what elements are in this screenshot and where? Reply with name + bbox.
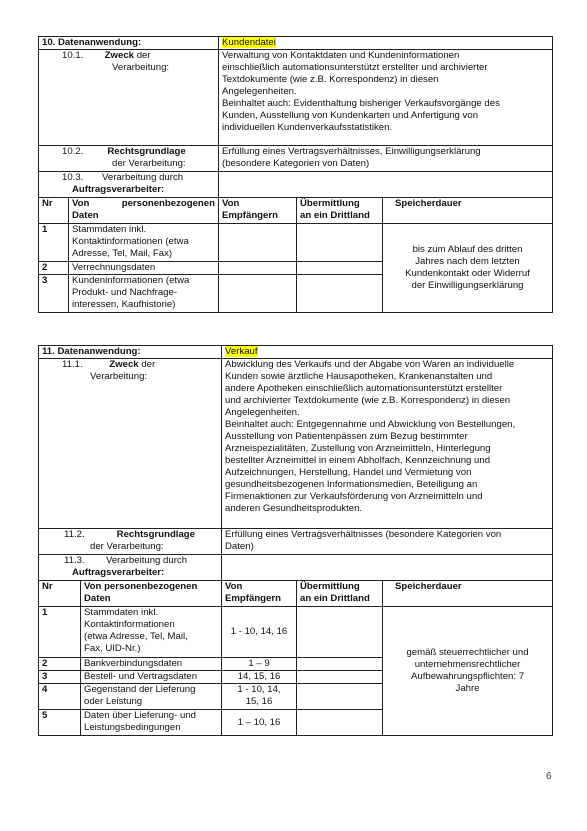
cell-line: Verrechnungsdaten [72,262,156,273]
speicherdauer-11 [383,607,553,736]
cell-line: Stammdaten inkl. [72,224,147,235]
zweck-label-10 [39,50,219,146]
cell-line: Kundeninformationen (etwa [72,275,190,286]
auftrag-num-11: 11.3. [64,555,85,566]
text-line: andere Apotheken einschließlich automationsunterstützt erstellter [225,383,503,394]
table-row [81,607,222,658]
header-personenbezogenen: personenbezogenen [121,198,215,209]
speicher-line: unternehmensrechtlicher [414,659,521,670]
table-row [81,658,222,671]
header-daten-word: Daten [72,210,99,221]
header-speicherdauer: Speicherdauer [383,581,553,607]
header-nr: Nr [39,581,81,607]
row-nr: 1 [39,224,69,262]
cell-line: Kontaktinformationen [84,619,175,630]
header-emp1: Von [225,581,243,592]
header-emp2: Empfängern [225,593,281,604]
zweck-der-10: der [136,50,151,61]
text-line: Arzneispezialitäten, Zustellung von Arzneimitteln, Hinterlegung [225,443,491,454]
header-speicherdauer: Speicherdauer [383,198,553,224]
text-line: gesundheitsbezogenen Informationsmedien, Beteiligung an [225,479,478,490]
zweck-text-11 [222,359,553,529]
text-line: Abwicklung des Verkaufs und der Abgabe von Waren an individuelle [225,359,515,370]
header-nr: Nr [39,198,69,224]
text-line: Beinhaltet auch: Evidenthaltung bisheriger Verkaufsvorgänge des [222,98,500,109]
header-empfaenger [219,198,297,224]
text-line: Kunden, Ausstellung von Kundenkarten und Anfertigung von [222,110,479,121]
zweck-title-11: Zweck [109,359,139,370]
recht-text-10 [219,146,553,172]
header-ueb2: an ein Drittland [300,210,370,221]
header-uebermittlung [297,581,383,607]
cell-line: Fax, UID-Nr.) [84,643,141,654]
speicher-line: Kundenkontakt oder Widerruf [405,268,530,279]
recht-label2-11: der Verarbeitung: [90,541,164,552]
page-number: 6 [546,771,552,782]
text-line: Aufzeichnungen, Herstellung, Handel und Vermietung von [225,467,472,478]
cell-line: (etwa Adresse, Tel, Mail, [84,631,188,642]
recht-num-11: 11.2. [64,529,85,540]
table-row [69,275,219,313]
header-emp2: Empfängern [222,210,278,221]
recht-label-11 [39,529,222,555]
zweck-title-10: Zweck [104,50,135,61]
header-empfaenger [222,581,297,607]
speicher-line: Aufbewahrungspflichten: 7 [410,671,525,682]
header-ueb1: Übermittlung [300,581,360,592]
cell-line: Bestell- und Vertragsdaten [84,671,198,682]
cell-line: Gegenstand der Lieferung [84,684,196,695]
table-row [69,262,219,275]
section-10-table [38,36,553,313]
cell-line: oder Leistung [84,696,143,707]
text-line: Kunden sowie ärztliche Hausapotheken, Krankenanstalten und [225,371,493,382]
recht-title-10: Rechtsgrundlage [107,146,186,157]
empfaenger-cell: 14, 15, 16 [222,671,297,684]
zweck-label2-10: Verarbeitung: [112,62,170,73]
recht-label2-10: der Verarbeitung: [112,158,186,169]
empfaenger-cell [222,684,297,710]
empfaenger-cell: 1 – 9 [222,658,297,671]
recht-title-11: Rechtsgrundlage [116,529,196,540]
section-11-heading: 11. Datenanwendung: [39,346,222,359]
zweck-num-11: 11.1. [62,359,83,370]
auftrag-label-11 [39,555,222,581]
recht-label-10 [39,146,219,172]
auftrag-title-10: Verarbeitung durch [102,172,184,183]
speicher-line: gemäß steuerrechtlicher und [406,647,529,658]
auftrag-num-10: 10.3. [62,172,84,183]
empfaenger-cell: 1 - 10, 14, 16 [222,607,297,658]
row-nr: 3 [39,275,69,313]
text-line: Erfüllung eines Vertragsverhältnisses (besondere Kategorien von [225,529,502,540]
emp-line: 1 - 10, 14, [237,684,281,695]
table-row [81,684,222,710]
auftrag-title-11: Verarbeitung durch [105,555,188,566]
cell-line: Daten über Lieferung- und [84,710,197,721]
text-line: und archivierter Textdokumente (wie z.B. Korrespondenz) in diesen [225,395,511,406]
text-line: Ausstellung von Patientenpässen zum Bezug bestimmter [225,431,468,442]
section-11-table [38,345,553,736]
auftrag-label2-11: Auftragsverarbeiter: [72,567,165,578]
text-line: individuellen Kundenverkaufsstatistiken. [222,122,393,133]
text-line: anderen Gesundheitsprodukten. [225,503,363,514]
cell-line: Adresse, Tel, Mail, Fax) [72,248,173,259]
row-nr: 2 [39,262,69,275]
cell-line: Kontaktinformationen (etwa [72,236,189,247]
section-10-heading: 10. Datenanwendung: [39,37,219,50]
header-von: Von [72,198,90,209]
recht-num-10: 10.2. [62,146,84,157]
section-11-name: Verkauf [225,346,258,357]
text-line: einschließlich automationsunterstützt erstellter und archivierter [222,62,488,73]
header-emp1: Von [222,198,240,209]
text-line: Daten) [225,541,254,552]
cell-line: Stammdaten inkl. [84,607,159,618]
recht-text-11 [222,529,553,555]
cell-line: Bankverbindungsdaten [84,658,183,669]
text-line: Angelegenheiten. [222,86,297,97]
header-ueb2: an ein Drittland [300,593,370,604]
header-von: Von personenbezogenen [84,581,198,592]
header-ueb1: Übermittlung [300,198,360,209]
speicher-line: Jahre [455,683,480,694]
speicher-line: Jahres nach dem letzten [415,256,520,267]
speicherdauer-10 [383,224,553,313]
row-nr: 3 [39,671,81,684]
cell-line: Leistungsbedingungen [84,722,181,733]
text-line: Angelegenheiten. [225,407,300,418]
auftrag-label2-10: Auftragsverarbeiter: [72,184,165,195]
speicher-line: der Einwilligungserklärung [411,280,524,291]
row-nr: 4 [39,684,81,710]
text-line: (besondere Kategorien von Daten) [222,158,370,169]
header-daten [81,581,222,607]
header-daten-word: Daten [84,593,111,604]
table-row [81,671,222,684]
text-line: Erfüllung eines Vertragsverhältnisses, Einwilligungserklärung [222,146,481,157]
zweck-label-11 [39,359,222,529]
zweck-text-10 [219,50,553,146]
zweck-der-11: der [141,359,156,370]
table-row [69,224,219,262]
text-line: Beinhaltet auch: Entgegennahme und Abwicklung von Bestellungen, [225,419,516,430]
speicher-line: bis zum Ablauf des dritten [412,244,523,255]
row-nr: 2 [39,658,81,671]
table-row [81,710,222,736]
section-10-name: Kundendatei [222,37,276,48]
zweck-num-10: 10.1. [62,50,84,61]
text-line: Firmenaktionen zur Verkaufsförderung von Arzneimitteln und [225,491,483,502]
row-nr: 5 [39,710,81,736]
header-daten [69,198,219,224]
zweck-label2-11: Verarbeitung: [90,371,148,382]
emp-line: 15, 16 [245,696,273,707]
cell-line: interessen, Kaufhistorie) [72,299,176,310]
auftrag-label-10 [39,172,219,198]
header-uebermittlung [297,198,383,224]
text-line: Textdokumente (wie z.B. Korrespondenz) in diesen [222,74,439,85]
empfaenger-cell: 1 – 10, 16 [222,710,297,736]
text-line: Verwaltung von Kontaktdaten und Kundeninformationen [222,50,460,61]
cell-line: Produkt- und Nachfrage- [72,287,178,298]
row-nr: 1 [39,607,81,658]
text-line: bestellter Arzneimittel in einem Abholfach, Kennzeichnung und [225,455,491,466]
